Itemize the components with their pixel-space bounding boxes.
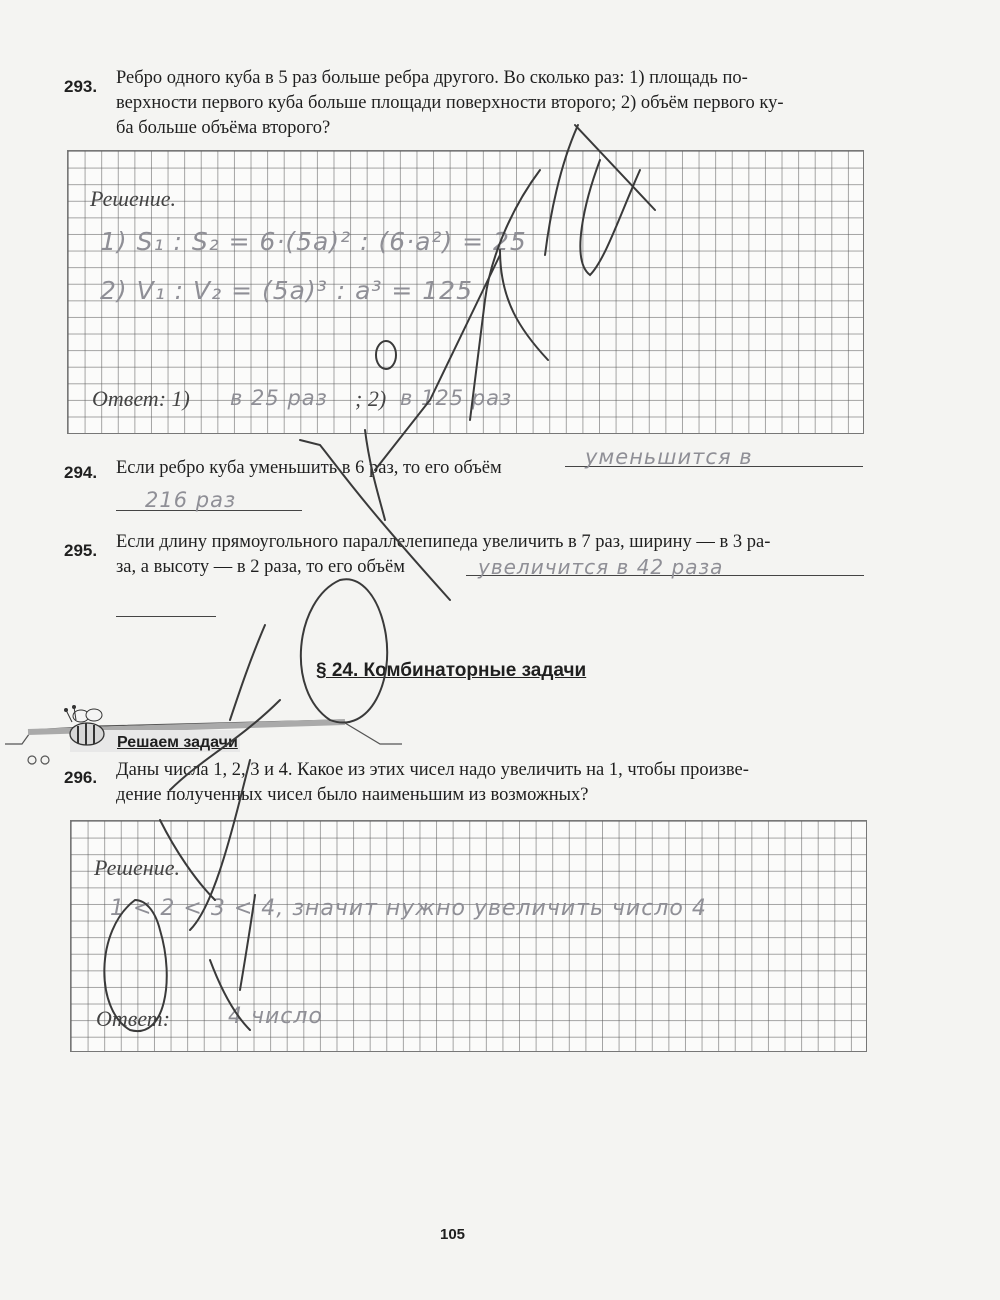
problem-293-line-1: Ребро одного куба в 5 раз больше ребра другого. Во сколько раз: 1) площадь по- [116, 68, 748, 88]
subsection-title: Решаем задачи [117, 734, 238, 751]
problem-293-text [116, 66, 876, 141]
problem-293-line-3: ба больше объёма второго? [116, 118, 331, 138]
problem-295-line-2: за, а высоту — в 2 раза, то его объём [116, 557, 405, 577]
answer-line-295-b [116, 616, 216, 617]
problem-294-number: 294. [64, 463, 98, 482]
problem-295-number: 295. [64, 541, 98, 560]
problem-296-line-1: Даны числа 1, 2, 3 и 4. Какое из этих чисел надо увеличить на 1, чтобы произве- [116, 760, 749, 780]
problem-293-line-2: верхности первого куба больше площади поверхности второго; 2) объём первого ку- [116, 93, 784, 113]
solution-296-line-1: 1 < 2 < 3 < 4, значит нужно увеличить число 4 [110, 896, 707, 921]
problem-296-line-2: дение полученных чисел было наименьшим из возможных? [116, 785, 589, 805]
problem-296-text [116, 758, 876, 808]
answer-295: увеличится в 42 раза [478, 555, 724, 579]
answer-label-296: Ответ: [96, 1006, 171, 1031]
answer-296: 4 число [228, 1004, 323, 1029]
answer-293-part-2: в 125 раз [400, 386, 513, 410]
answer-sep-293: ; 2) [355, 386, 387, 411]
solution-label-293: Решение. [90, 186, 176, 211]
solution-label-296: Решение. [94, 855, 180, 880]
answer-label-293: Ответ: 1) [92, 386, 190, 411]
problem-293-number: 293. [64, 77, 98, 96]
section-title: § 24. Комбинаторные задачи [316, 660, 587, 681]
problem-295-line-1: Если длину прямоугольного параллелепипеда увеличить в 7 раз, ширину — в 3 ра- [116, 532, 771, 552]
solution-293-line-2: 2) V₁ : V₂ = (5a)³ : a³ = 125 [100, 276, 473, 305]
page-number: 105 [440, 1226, 466, 1243]
solution-293-line-1: 1) S₁ : S₂ = 6·(5a)² : (6·a²) = 25 [100, 227, 527, 256]
problem-294-text: Если ребро куба уменьшить в 6 раз, то его объём [116, 458, 502, 478]
bee-icon [62, 704, 112, 750]
problem-296-number: 296. [64, 768, 98, 787]
solution-grid-296 [70, 820, 867, 1052]
answer-294-b: 216 раз [145, 488, 237, 512]
answer-294-a: уменьшится в [585, 445, 753, 469]
answer-293-part-1: в 25 раз [230, 386, 328, 410]
